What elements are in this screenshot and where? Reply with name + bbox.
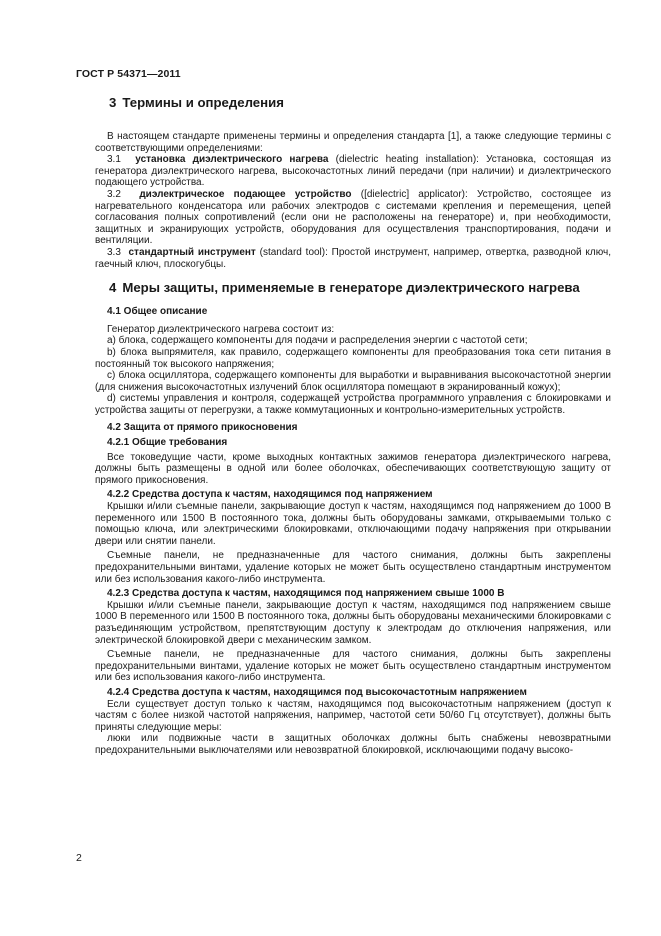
subsection-4-1-intro: Генератор диэлектрического нагрева состоит из: xyxy=(107,323,335,335)
clause-4-2-4-text-2: люки или подвижные части в защитных оболочках должны быть снабжены невозвратными предохранительными выключателями или невозвратной блокировкой, исключающими подачу высоко- xyxy=(95,733,611,756)
term-definition: (standard tool): Простой инструмент, например, отвертка, разводной ключ, гаечный ключ, плоскогубцы. xyxy=(95,246,612,270)
clause-4-2-4-text-1: Если существует доступ только к частям, находящимся под высокочастотным напряжением (доступ к частям с более низкой частотой напряжения, например, частотой сети 50/60 Гц отсутствует), должны быть приняты следующие меры: xyxy=(95,698,611,733)
section-3-heading xyxy=(109,95,611,111)
term-number: 3.2 xyxy=(107,188,121,200)
document-body xyxy=(95,95,611,757)
term-3-1 xyxy=(95,154,611,189)
section-title: Термины и определения xyxy=(122,95,284,110)
subsection-4-1-heading: 4.1 Общее описание xyxy=(107,306,208,318)
standard-header: ГОСТ Р 54371—2011 xyxy=(76,68,181,80)
term-definition: ([dielectric] applicator): Устройство, состоящее из нагревательного конденсатора или рабочих электродов с системами крепления и перемещения, цепей согласования полных сопротивлений (если они не расположены на генераторе) и, при необходимости, защитных и экранирующих устройств, оборудования для осуществления транспортирования, подачи и вентиляции. xyxy=(95,188,612,247)
section-4-heading xyxy=(109,280,611,296)
term-number: 3.1 xyxy=(107,154,121,166)
clause-4-2-1-heading: 4.2.1 Общие требования xyxy=(107,437,228,449)
term-definition: (dielectric heating installation): Установка, состоящая из генератора диэлектрического нагрева, высокочастотных линий передачи (при наличии) и диэлектрического подающего устройства. xyxy=(95,154,611,189)
clause-4-2-2-text-2: Съемные панели, не предназначенные для частого снимания, должны быть закреплены предохранительными винтами, удаление которых не может быть осуществлено стандартным инструментом или без использования какого-либо инструмента. xyxy=(95,550,611,585)
term-3-2 xyxy=(95,189,611,247)
term-name: установка диэлектрического нагрева xyxy=(135,154,329,166)
term-number: 3.3 xyxy=(107,246,121,258)
list-item-a: a) блока, содержащего компоненты для подачи и распределения энергии с частотой сети; xyxy=(107,335,528,347)
term-name: диэлектрическое подающее устройство xyxy=(139,188,352,200)
term-3-3 xyxy=(95,247,611,270)
clause-4-2-4-heading: 4.2.4 Средства доступа к частям, находящимся под высокочастотным напряжением xyxy=(107,686,527,698)
section-number: 3 xyxy=(109,95,117,110)
list-item-c: c) блока осциллятора, содержащего компоненты для выработки и выравнивания высокочастотной энергии (для снижения высокочастотных излучений блок осциллятора помещают в экранированный кожух); xyxy=(95,370,611,393)
term-name: стандартный инструмент xyxy=(128,246,256,258)
subsection-4-2-heading: 4.2 Защита от прямого прикосновения xyxy=(107,422,298,434)
section-3-intro: В настоящем стандарте применены термины и определения стандарта [1], а также следующие термины с соответствующими определениями: xyxy=(95,131,611,154)
clause-4-2-1-text: Все токоведущие части, кроме выходных контактных зажимов генератора диэлектрического нагрева, должны быть размещены в одной или более оболочках, обеспечивающих соответствующую защиту от прямого прикосновения. xyxy=(95,451,611,486)
section-title: Меры защиты, применяемые в генераторе диэлектрического нагрева xyxy=(122,280,580,296)
clause-4-2-2-text-1: Крышки и/или съемные панели, закрывающие доступ к частям, находящимся под напряжением до 1000 В переменного или 1500 В постоянного тока, должны быть оборудованы замками, открываемыми только с помощью ключа, или электрическими блокировками, отключающими подачу напряжения при открывании двери или снятии панели. xyxy=(95,501,611,547)
clause-4-2-2-heading: 4.2.2 Средства доступа к частям, находящимся под напряжением xyxy=(107,489,433,501)
list-item-d: d) системы управления и контроля, содержащей устройства программного управления с блокировками и устройства защиты от перегрузки, а также коммутационных и контрольно-измерительных устройств. xyxy=(95,393,611,416)
list-item-b: b) блока выпрямителя, как правило, содержащего компоненты для преобразования тока сети питания в постоянный ток высокого напряжения; xyxy=(95,346,611,370)
clause-4-2-3-heading: 4.2.3 Средства доступа к частям, находящимся под напряжением свыше 1000 В xyxy=(107,588,505,600)
section-number: 4 xyxy=(109,280,117,296)
page-number: 2 xyxy=(76,852,82,864)
clause-4-2-3-text-2: Съемные панели, не предназначенные для частого снимания, должны быть закреплены предохранительными винтами, удаление которых не может быть осуществлено стандартным инструментом или без использования какого-либо инструмента. xyxy=(95,649,611,684)
clause-4-2-3-text-1: Крышки и/или съемные панели, закрывающие доступ к частям, находящимся под напряжением свыше 1000 В переменного или 1500 В постоянного тока, должны быть оборудованы механическими блокировками с разъединяющим устройством, препятствующим доступу к электродам до отключения напряжения, или электрической блокировкой двери с механическим замком. xyxy=(95,599,611,646)
